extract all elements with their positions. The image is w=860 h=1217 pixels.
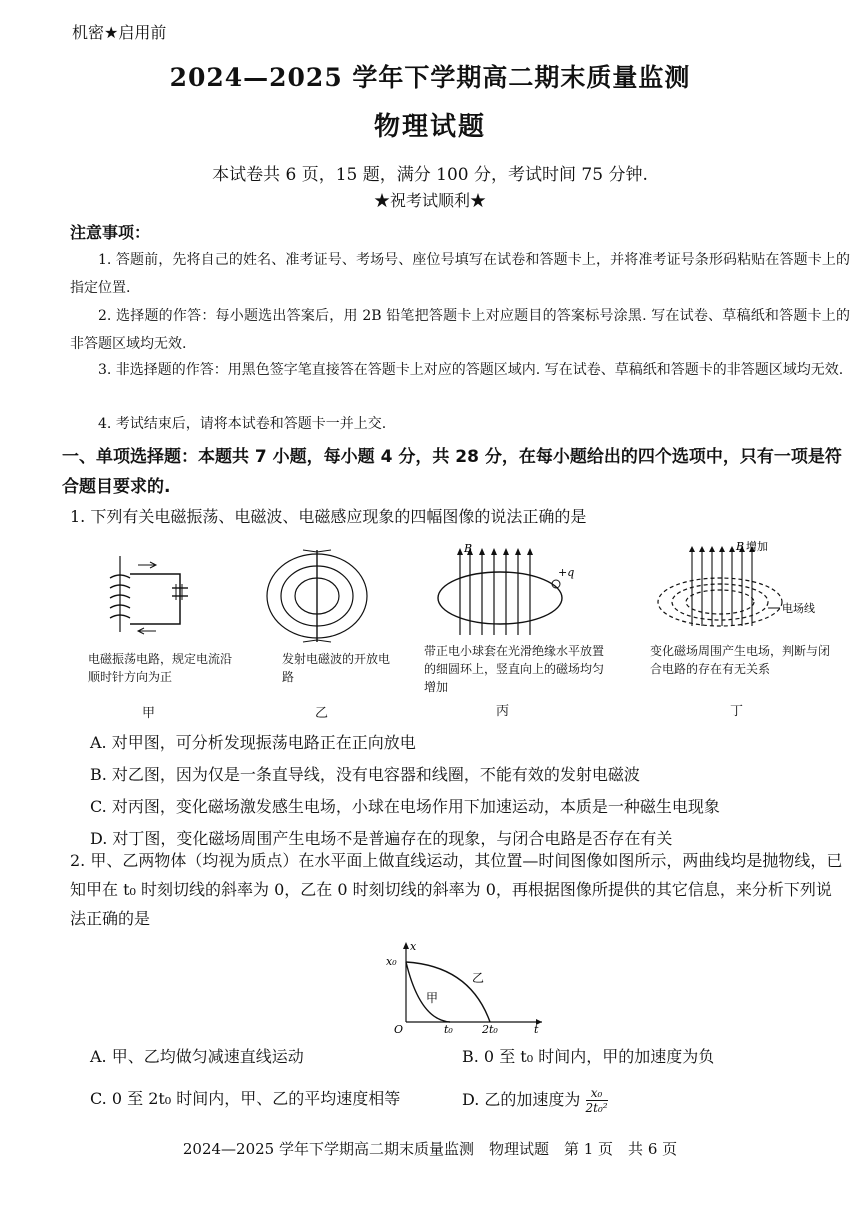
figure-ding-label: 丁 [730, 704, 744, 719]
q2-x0-label: x₀ [386, 955, 397, 968]
figure-ding-induced-field [650, 536, 830, 640]
q2-option-a: A. 甲、乙均做匀减速直线运动 [90, 1047, 304, 1066]
q2-stem: 2. 甲、乙两物体（均视为质点）在水平面上做直线运动，其位置—时间图像如图所示，两曲线均是抛物线，已知甲在 t₀ 时刻切线的斜率为 0，乙在 0 时刻切线的斜率为 0，再根据图像所提供的其它信息，来分析下列说法正确的是 [70, 851, 843, 928]
notice-item-2: 2. 选择题的作答：每小题选出答案后，用 2B 铅笔把答题卡上对应题目的答案标号涂黑. 写在试卷、草稿纸和答题卡上的非答题区域均无效. [70, 308, 850, 352]
q2-2t0-label: 2t₀ [482, 1023, 498, 1034]
q2-option-c: C. 0 至 2t₀ 时间内，甲、乙的平均速度相等 [90, 1089, 401, 1108]
section-heading: 一、单项选择题：本题共 7 小题，每小题 4 分，共 28 分，在每小题给出的四个选项中，只有一项是符合题目要求的. [62, 447, 842, 497]
figure-bing-q: +q [558, 566, 575, 579]
figure-ding-field-label: 电场线 [782, 602, 815, 615]
notice-item-3: 3. 非选择题的作答：用黑色签字笔直接答在答题卡上对应的答题区域内. 写在试卷、草稿纸和答题卡的非答题区域均无效. [98, 362, 844, 378]
figure-yi-caption: 发射电磁波的开放电路 [282, 652, 391, 684]
figure-bing-b: B [464, 542, 473, 555]
q1-option-d: D. 对丁图，变化磁场周围产生电场不是普遍存在的现象，与闭合电路是否存在有关 [90, 829, 673, 848]
figure-bing-label: 丙 [496, 704, 510, 719]
figure-ding-b-inc: 增加 [746, 540, 768, 553]
figure-jia-caption: 电磁振荡电路，规定电流沿顺时针方向为正 [88, 652, 233, 684]
notice-heading: 注意事项： [70, 223, 151, 242]
q2-option-d-prefix: D. 乙的加速度为 [462, 1090, 581, 1109]
secret-label: 机密★启用前 [72, 23, 167, 42]
q2-option-d-fraction [586, 1086, 608, 1115]
q2-origin: O [394, 1023, 404, 1034]
q2-option-d-numerator: x₀ [586, 1086, 608, 1101]
q2-option-d-denominator: 2t₀² [585, 1101, 608, 1115]
notice-item-1: 1. 答题前，先将自己的姓名、准考证号、考场号、座位号填写在试卷和答题卡上，并将准考证号条形码粘贴在答题卡上的指定位置. [70, 252, 850, 296]
q2-x-axis: x [410, 940, 417, 953]
q1-option-c: C. 对丙图，变化磁场激发感生电场，小球在电场作用下加速运动，本质是一种磁生电现象 [90, 797, 720, 816]
q2-t-axis: t [534, 1023, 539, 1034]
exam-info: 本试卷共 6 页，15 题，满分 100 分，考试时间 75 分钟. [212, 165, 648, 185]
figure-bing-ring-field [430, 540, 580, 640]
exam-title: 2024—2025 学年下学期高二期末质量监测 [169, 63, 691, 92]
figure-yi-dipole-field [262, 548, 372, 644]
q2-yi-label: 乙 [472, 971, 485, 985]
notice-item-4: 4. 考试结束后，请将本试卷和答题卡一并上交. [98, 416, 387, 432]
q1-option-a: A. 对甲图，可分析发现振荡电路正在正向放电 [90, 733, 416, 752]
figure-ding-caption: 变化磁场周围产生电场，判断与闭合电路的存在有无关系 [650, 644, 831, 676]
subject-title: 物理试题 [373, 112, 486, 142]
figure-ding-b: B [736, 540, 745, 553]
q2-option-b: B. 0 至 t₀ 时间内，甲的加速度为负 [462, 1047, 715, 1066]
figure-jia-label: 甲 [142, 706, 156, 721]
figure-yi-label: 乙 [315, 706, 329, 721]
figure-bing-caption: 带正电小球套在光滑绝缘水平放置的细圆环上，竖直向上的磁场均匀增加 [424, 644, 605, 694]
q2-t0-label: t₀ [444, 1023, 453, 1034]
q2-option-d [462, 1086, 608, 1115]
q1-option-b: B. 对乙图，因为仅是一条直导线，没有电容器和线圈，不能有效的发射电磁波 [90, 765, 640, 784]
q1-stem: 1. 下列有关电磁振荡、电磁波、电磁感应现象的四幅图像的说法正确的是 [70, 507, 587, 526]
figure-jia-lc-circuit [88, 548, 198, 638]
q2-xt-graph [380, 938, 550, 1034]
page-footer: 2024—2025 学年下学期高二期末质量监测 物理试题 第 1 页 共 6 页 [182, 1140, 678, 1158]
q2-jia-label: 甲 [426, 991, 439, 1005]
exam-wish: ★祝考试顺利★ [373, 191, 486, 210]
